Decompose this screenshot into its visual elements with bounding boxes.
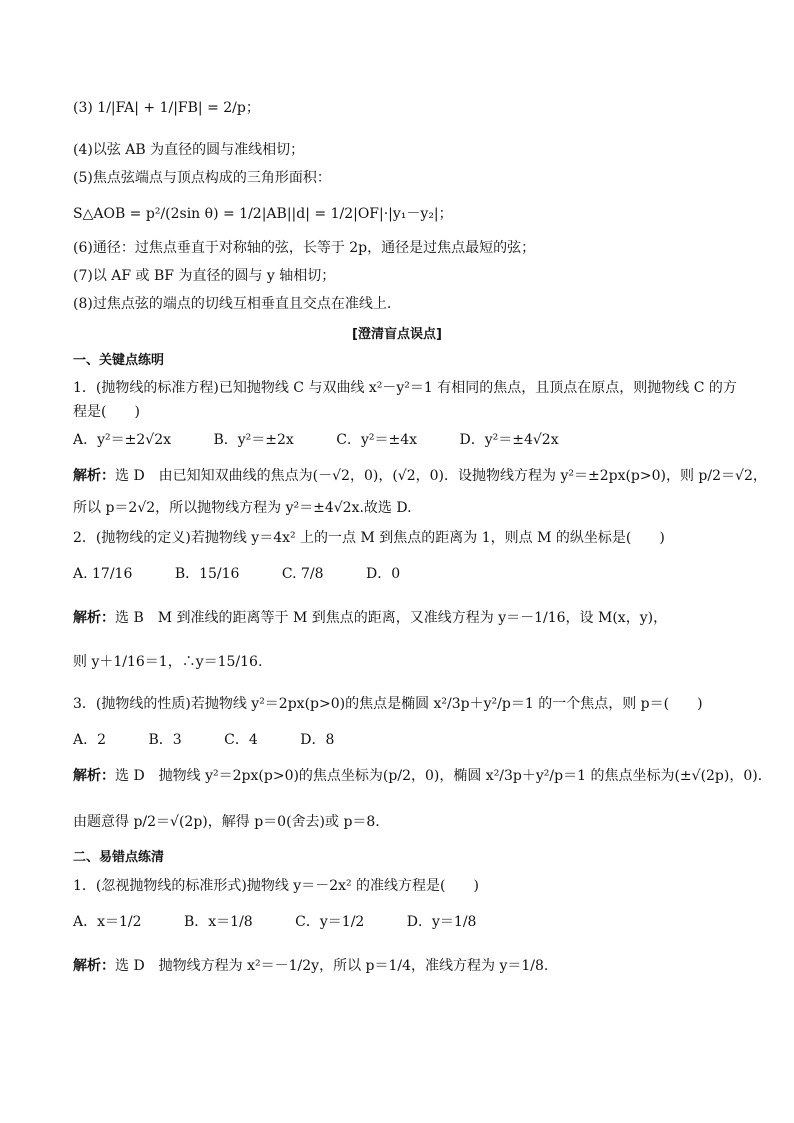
q2-solution-text: 选 B M 到准线的距离等于 M 到焦点的距离，又准线方程为 y＝－1/16，设 M(x，y)， bbox=[115, 610, 668, 626]
q2-option-d: D．0 bbox=[366, 566, 401, 582]
q1-option-a: A．y²＝±2√2x bbox=[73, 432, 171, 448]
q2-stem: 2．(抛物线的定义)若抛物线 y＝4x² 上的一点 M 到焦点的距离为 1，则点 M 的纵坐标是( ) bbox=[73, 530, 665, 546]
q4-solution-text: 选 D 抛物线方程为 x²＝－1/2y，所以 p＝1/4，准线方程为 y＝1/8. bbox=[115, 958, 549, 974]
q4-stem: 1．(忽视抛物线的标准形式)抛物线 y＝－2x² 的准线方程是( ) bbox=[73, 878, 479, 894]
q2-solution-line1 bbox=[73, 608, 754, 628]
section-title: [澄清盲点误点] bbox=[352, 327, 442, 342]
q1-solution-line2: 所以 p＝2√2，所以抛物线方程为 y²＝±4√2x.故选 D. bbox=[73, 500, 412, 516]
q2-option-b: B．15/16 bbox=[174, 566, 240, 582]
q1-stem-line2: 程是( ) bbox=[73, 404, 140, 420]
q2-solution-line2: 则 y＋1/16＝1，∴y＝15/16. bbox=[73, 654, 263, 670]
q2-option-c: C. 7/8 bbox=[281, 566, 324, 582]
q1-solution-line1 bbox=[73, 466, 767, 486]
part1-heading: 一、关键点练明 bbox=[73, 353, 165, 368]
property-line-6: (6)通径：过焦点垂直于对称轴的弦，长等于 2p，通径是过焦点最短的弦； bbox=[73, 240, 536, 256]
q2-option-a: A. 17/16 bbox=[73, 566, 133, 582]
q3-solution-line1 bbox=[73, 766, 772, 786]
q4-option-a: A．x＝1/2 bbox=[73, 914, 142, 930]
q1-option-b: B．y²＝±2x bbox=[213, 432, 294, 448]
property-line-3: (3) 1/|FA| + 1/|FB| = 2/p； bbox=[73, 100, 260, 116]
property-line-5: (5)焦点弦端点与顶点构成的三角形面积： bbox=[73, 170, 331, 186]
q3-option-b: B．3 bbox=[148, 732, 182, 748]
q4-option-b: B．x＝1/8 bbox=[184, 914, 253, 930]
property-line-7: (7)以 AF 或 BF 为直径的圆与 y 轴相切； bbox=[73, 268, 336, 284]
q4-option-c: C．y＝1/2 bbox=[295, 914, 365, 930]
q1-option-c: C．y²＝±4x bbox=[336, 432, 418, 448]
q3-options bbox=[73, 730, 754, 750]
solution-label: 解析： bbox=[73, 610, 115, 626]
solution-label: 解析： bbox=[73, 768, 115, 784]
q1-option-d: D．y²＝±4√2x bbox=[459, 432, 559, 448]
property-line-4: (4)以弦 AB 为直径的圆与准线相切； bbox=[73, 142, 305, 158]
q1-options bbox=[73, 430, 754, 450]
q2-options bbox=[73, 564, 754, 584]
q1-stem-line1: 1．(抛物线的标准方程)已知抛物线 C 与双曲线 x²－y²＝1 有相同的焦点，且顶点在原点，则抛物线 C 的方 bbox=[73, 380, 737, 396]
property-line-8: (8)过焦点弦的端点的切线互相垂直且交点在准线上. bbox=[73, 296, 392, 312]
q3-stem: 3．(抛物线的性质)若抛物线 y²＝2px(p>0)的焦点是椭圆 x²/3p＋y²/p＝1 的一个焦点，则 p＝( ) bbox=[73, 696, 703, 712]
triangle-area-formula: S△AOB = p²/(2sin θ) = 1/2|AB||d| = 1/2|OF|·|y₁－y₂|； bbox=[73, 206, 453, 222]
solution-label: 解析： bbox=[73, 958, 115, 974]
q4-option-d: D．y＝1/8 bbox=[406, 914, 477, 930]
q4-options bbox=[73, 912, 754, 932]
q1-solution-text: 选 D 由已知知双曲线的焦点为(－√2，0)，(√2，0)．设抛物线方程为 y²＝±2px(p>0)，则 p/2＝√2， bbox=[115, 468, 767, 484]
q3-option-c: C．4 bbox=[224, 732, 258, 748]
q3-option-a: A．2 bbox=[73, 732, 107, 748]
q3-option-d: D．8 bbox=[300, 732, 335, 748]
q4-solution-line1 bbox=[73, 956, 754, 976]
part2-heading: 二、易错点练清 bbox=[73, 850, 165, 865]
solution-label: 解析： bbox=[73, 468, 115, 484]
q3-solution-text: 选 D 抛物线 y²＝2px(p>0)的焦点坐标为(p/2，0)，椭圆 x²/3p＋y²/p＝1 的焦点坐标为(±√(2p)，0)． bbox=[115, 768, 772, 784]
q3-solution-line2: 由题意得 p/2＝√(2p)，解得 p＝0(舍去)或 p＝8. bbox=[73, 814, 380, 830]
